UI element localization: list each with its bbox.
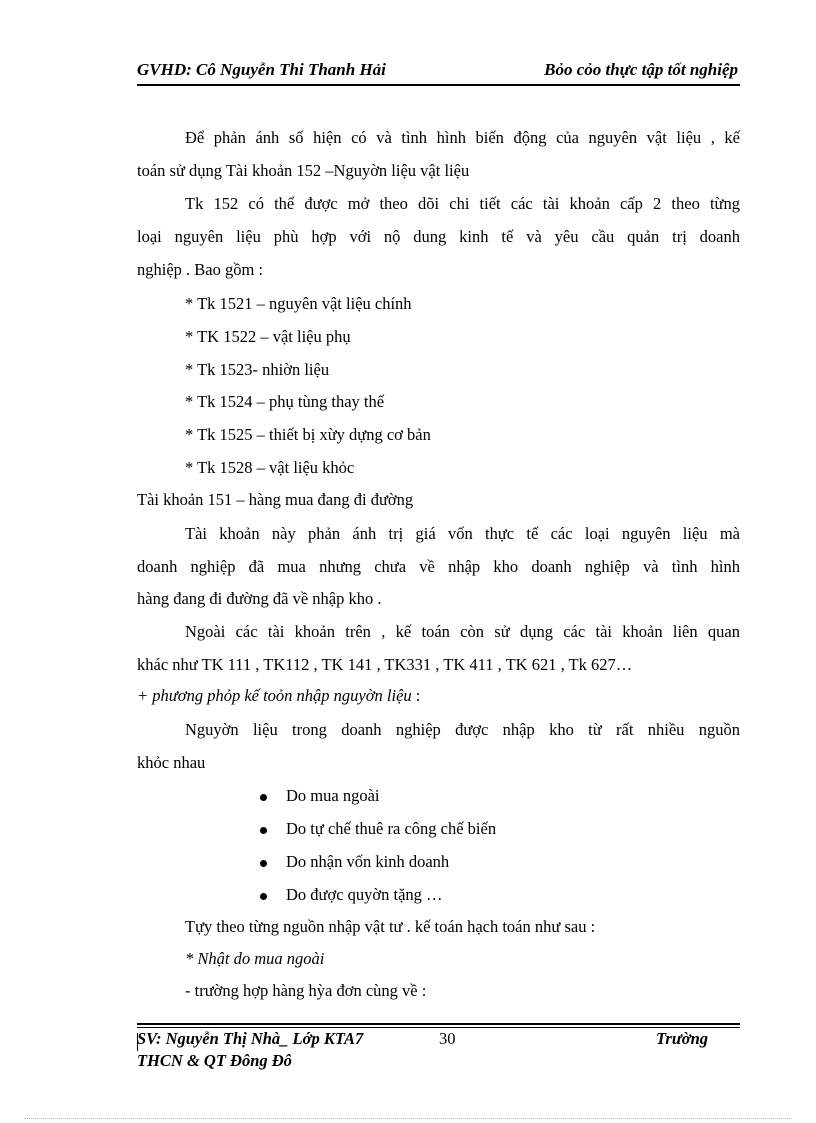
account-item: * Tk 1523- nhiờn liệu [185, 360, 330, 379]
bullet-dot-icon [260, 827, 267, 834]
page-bottom-dotted-line [24, 1118, 792, 1119]
bullet-dot-icon [260, 893, 267, 900]
account-item: * TK 1522 – vật liệu phụ [185, 327, 351, 346]
account-item: * Tk 1525 – thiết bị xừy dựng cơ bản [185, 425, 431, 444]
method-heading [137, 686, 420, 706]
page-header [137, 58, 740, 86]
subheading: * Nhật do mua ngoài [185, 949, 325, 968]
footer-rule [137, 1027, 740, 1028]
page-number: 30 [439, 1029, 456, 1048]
account-item: * Tk 1521 – nguyên vật liệu chính [185, 294, 412, 313]
paragraph-line: Ngoài các tài khoản trên , kế toán còn sử dụng các tài khoản liên quan [185, 622, 740, 641]
paragraph-line: loại nguyên liệu phù hợp với nộ dung kinh tế và yêu cầu quản trị doanh [137, 227, 740, 246]
paragraph-line: hàng đang đi đường đã về nhập kho . [137, 589, 382, 608]
footer-student: SV: Nguyễn Thị Nhà_ Lớp KTA7 [137, 1029, 364, 1048]
paragraph-line: toán sử dụng Tài khoản 152 –Nguyờn liệu vật liệu [137, 161, 470, 180]
bullet-text: Do tự chế thuê ra công chế biến [286, 819, 497, 838]
paragraph-line: Tài khoản này phản ánh trị giá vốn thực tế các loại nguyên liệu mà [185, 524, 740, 543]
paragraph-line: Tk 152 có thể được mở theo dõi chi tiết các tài khoản cấp 2 theo từng [185, 194, 740, 213]
paragraph-line: - trường hợp hàng hỳa đơn cùng về : [185, 981, 427, 1000]
method-heading-text: + phương phỏp kế toỏn nhập nguyờn liệu [137, 686, 412, 705]
bullet-dot-icon [260, 860, 267, 867]
footer-school-label: Trường [655, 1029, 708, 1048]
method-heading-colon: : [411, 686, 421, 705]
paragraph-line: doanh nghiệp đã mua nhưng chưa về nhập kho doanh nghiệp và tình hình [137, 557, 740, 576]
page-footer [137, 1029, 740, 1073]
footer-rule [137, 1023, 740, 1025]
paragraph-line: Tài khoản 151 – hàng mua đang đi đường [137, 490, 414, 509]
paragraph-line: khác như TK 111 , TK112 , TK 141 , TK331 , TK 411 , TK 621 , Tk 627… [137, 655, 633, 674]
bullet-text: Do nhận vốn kinh doanh [286, 852, 450, 871]
bullet-dot-icon [260, 794, 267, 801]
bullet-text: Do được quyờn tặng … [286, 885, 443, 904]
header-supervisor: GVHD: Cô Nguyễn Thi Thanh Hải [137, 60, 386, 79]
account-item: * Tk 1528 – vật liệu khỏc [185, 458, 355, 477]
paragraph-line: khỏc nhau [137, 753, 206, 772]
header-report-title: Bỏo cỏo thực tập tốt nghiệp [544, 60, 738, 79]
footer-school-name: THCN & QT Đông Đô [137, 1051, 292, 1070]
paragraph-line: nghiệp . Bao gồm : [137, 260, 264, 279]
bullet-text: Do mua ngoài [286, 786, 380, 805]
account-item: * Tk 1524 – phụ tùng thay thế [185, 392, 385, 411]
paragraph-line: Tựy theo từng nguồn nhập vật tư . kế toán hạch toán như sau : [185, 917, 596, 936]
paragraph-line: Để phản ánh số hiện có và tình hình biến động của nguyên vật liệu , kế [185, 128, 740, 147]
paragraph-line: Nguyờn liệu trong doanh nghiệp được nhập kho từ rất nhiều nguồn [185, 720, 740, 739]
